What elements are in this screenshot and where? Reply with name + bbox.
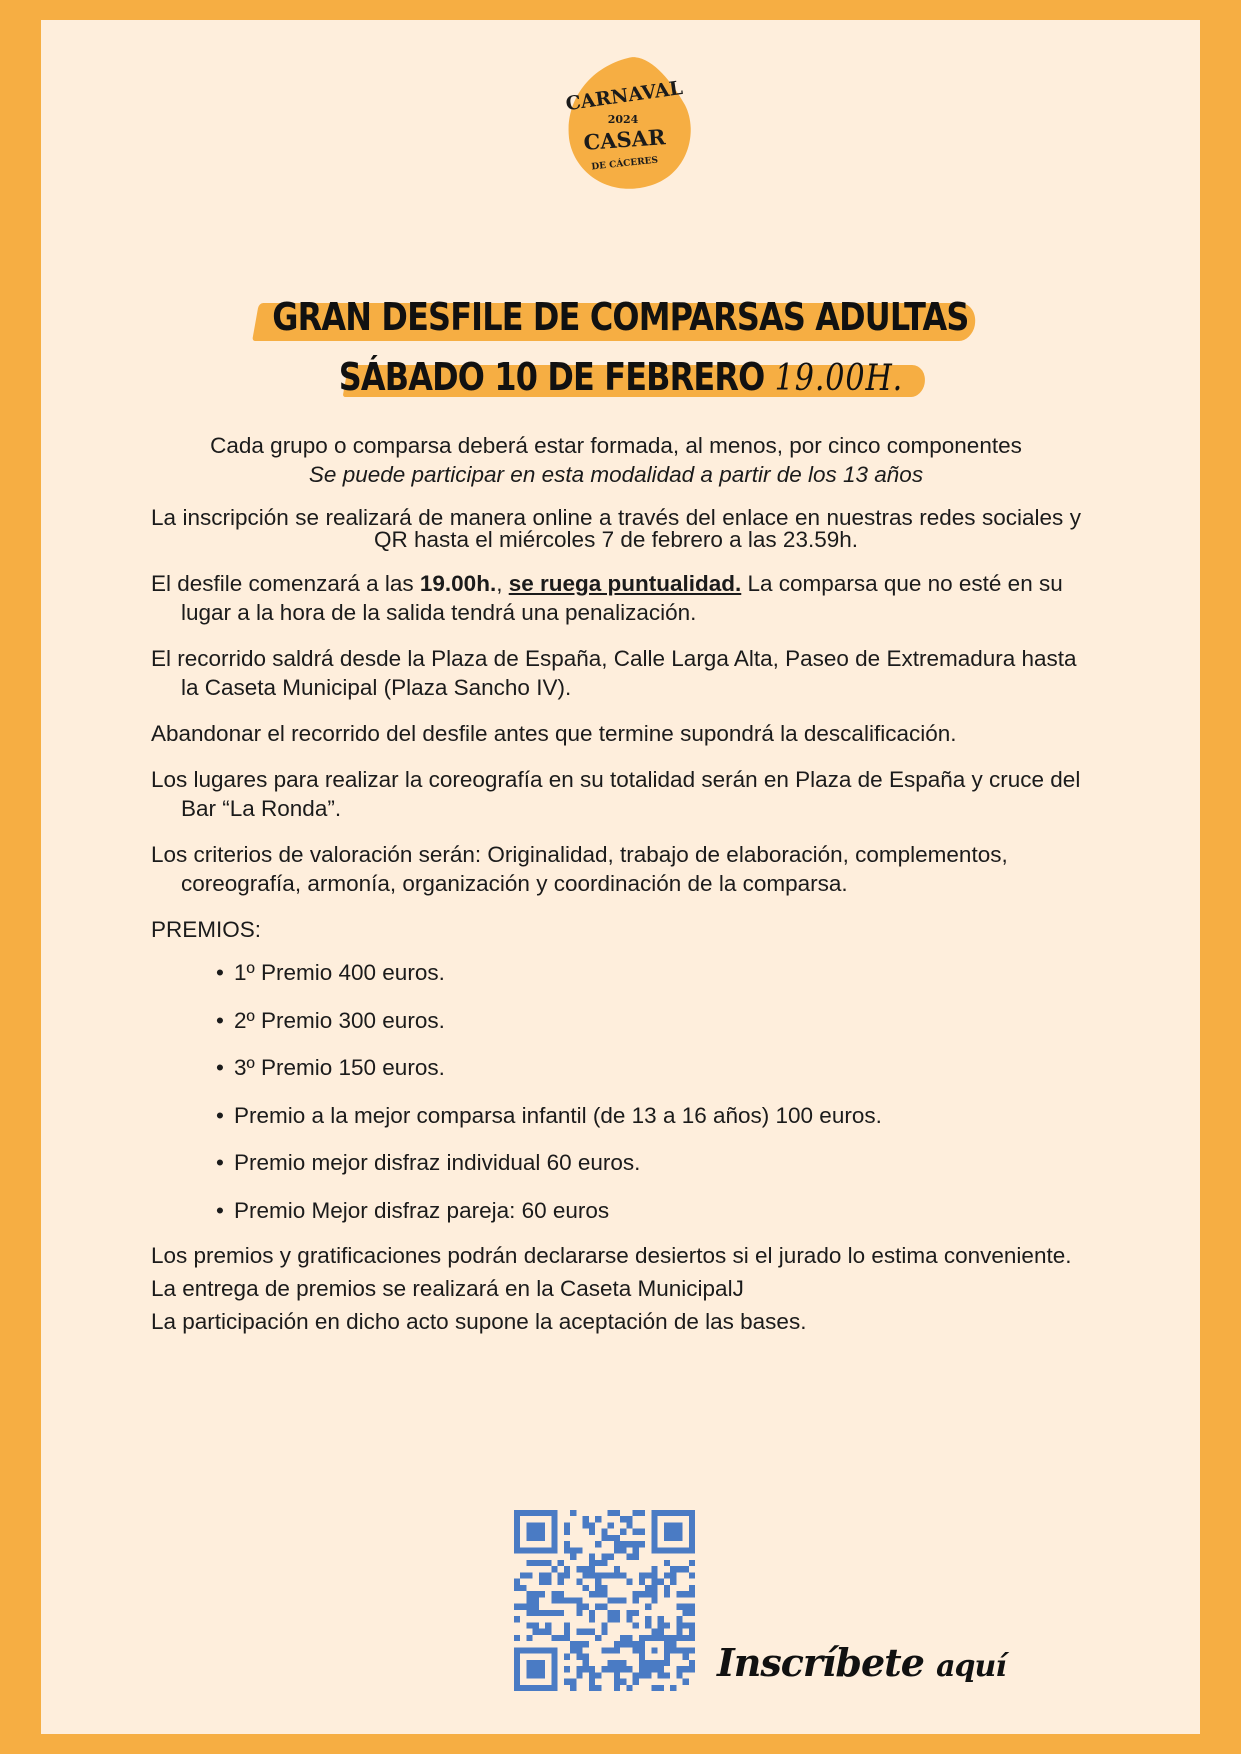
age-text: Se puede participar en esta modalidad a partir de los 13 años (308, 462, 924, 487)
logo-line-2: 2024 (607, 113, 639, 126)
event-date: SÁBADO 10 DE FEBRERO (338, 355, 764, 399)
prize-item: • 3º Premio 150 euros. (216, 1053, 1081, 1082)
punctuality-note: se ruega puntualidad. (508, 571, 742, 596)
poster-sheet (41, 20, 1200, 1734)
start-time: 19.00h. (419, 571, 497, 596)
delivery-text: La entrega de premios se realizará en la Caseta MunicipalJ (151, 1276, 744, 1301)
title-block (41, 295, 1200, 339)
logo-line-4: DE CÁCERES (591, 155, 659, 173)
components-text: Cada grupo o comparsa deberá estar formada, al menos, por cinco componentes (210, 433, 1022, 458)
criteria-text: Los criterios de valoración serán: Originalidad, trabajo de elaboración, complementos, coreografía, armonía, organización y coordinación de la comparsa. (151, 842, 1008, 896)
event-time: 19.00H. (774, 358, 903, 399)
abandon-text: Abandonar el recorrido del desfile antes que termine supondrá la descalificación. (151, 721, 957, 746)
logo-line-1: CARNAVAL (564, 76, 684, 116)
prize-item: • 2º Premio 300 euros. (216, 1006, 1081, 1035)
registration-text: La inscripción se realizará de manera online a través del enlace en nuestras redes sociales y QR hasta el miércoles 7 de febrero a las 23.59h. (151, 505, 1081, 552)
title-line-2 (338, 355, 902, 399)
prizes-list (151, 958, 1081, 1225)
signup-tail: aquí (936, 1649, 1006, 1684)
qr-code[interactable] (514, 1510, 695, 1691)
route-text: El recorrido saldrá desde la Plaza de España, Calle Larga Alta, Paseo de Extremadura hasta la Caseta Municipal (Plaza Sancho IV). (151, 646, 1077, 700)
event-title: GRAN DESFILE DE COMPARSAS ADULTAS (272, 295, 969, 339)
signup-call-to-action (717, 1640, 1006, 1685)
prize-item: • Premio mejor disfraz individual 60 euros. (216, 1148, 1081, 1177)
prize-item: • Premio Mejor disfraz pareja: 60 euros (216, 1196, 1081, 1225)
logo-line-3: CASAR (582, 124, 667, 155)
signup-word: Inscríbete (717, 1640, 924, 1685)
rules-body (151, 431, 1081, 1336)
deserted-text: Los premios y gratificaciones podrán declararse desiertos si el jurado lo estima conveniente. (151, 1243, 1072, 1268)
date-block (41, 355, 1200, 399)
carnival-logo (553, 50, 703, 195)
prize-item: • Premio a la mejor comparsa infantil (de 13 a 16 años) 100 euros. (216, 1101, 1081, 1130)
choreo-text: Los lugares para realizar la coreografía en su totalidad serán en Plaza de España y cruce del Bar “La Ronda”. (151, 767, 1081, 821)
acceptance-text: La participación en dicho acto supone la aceptación de las bases. (151, 1309, 807, 1334)
prize-item: • 1º Premio 400 euros. (216, 958, 1081, 987)
prizes-heading: PREMIOS: (151, 917, 262, 942)
title-line-1 (272, 295, 968, 339)
start-text: El desfile comenzará a las 19.00h., se ruega puntualidad. La comparsa que no esté en su lugar a la hora de la salida tendrá una penalización. (151, 571, 1063, 625)
